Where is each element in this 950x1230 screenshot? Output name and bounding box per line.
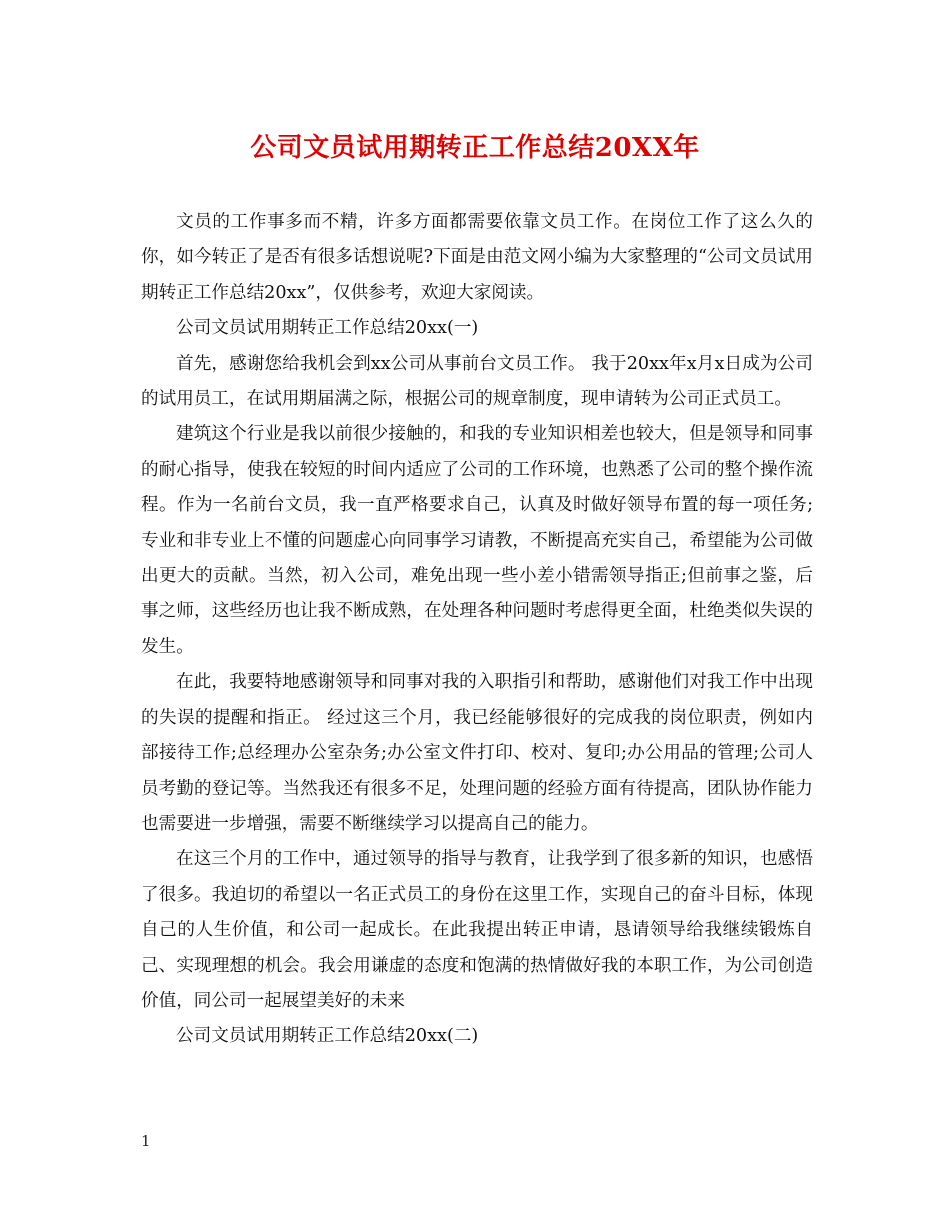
- body-paragraph: 首先，感谢您给我机会到xx公司从事前台文员工作。 我于20xx年x月x日成为公司的试用员工，在试用期届满之际，根据公司的规章制度，现申请转为公司正式员工。: [141, 353, 813, 410]
- body-paragraph: 在此，我要特地感谢领导和同事对我的入职指引和帮助，感谢他们对我工作中出现的失误的提醒和指正。 经过这三个月，我已经能够很好的完成我的岗位职责，例如内部接待工作;总经理办公室杂务;办公室文件打印、校对、复印;办公用品的管理;公司人员考勤的登记等。当然我还有很多不足，处理问题的经验方面有待提高，团队协作能力也需要进一步增强，需要不断继续学习以提高自己的能力。: [141, 672, 813, 834]
- body-paragraph: 在这三个月的工作中，通过领导的指导与教育，让我学到了很多新的知识，也感悟了很多。我迫切的希望以一名正式员工的身份在这里工作，实现自己的奋斗目标，体现自己的人生价值，和公司一起成长。在此我提出转正申请，恳请领导给我继续锻炼自己、实现理想的机会。我会用谦虚的态度和饱满的热情做好我的本职工作，为公司创造价值，同公司一起展望美好的未来: [141, 849, 813, 1011]
- document-title: 公司文员试用期转正工作总结20XX年: [250, 133, 700, 163]
- section-heading-2: 公司文员试用期转正工作总结20xx(二): [176, 1026, 479, 1047]
- document-body: [141, 205, 813, 1055]
- section-heading-1: 公司文员试用期转正工作总结20xx(一): [176, 318, 479, 339]
- body-paragraph: 建筑这个行业是我以前很少接触的，和我的专业知识相差也较大，但是领导和同事的耐心指导，使我在较短的时间内适应了公司的工作环境，也熟悉了公司的整个操作流程。作为一名前台文员，我一直严格要求自己，认真及时做好领导布置的每一项任务;专业和非专业上不懂的问题虚心向同事学习请教，不断提高充实自己，希望能为公司做出更大的贡献。当然，初入公司，难免出现一些小差小错需领导指正;但前事之鉴，后事之师，这些经历也让我不断成熟，在处理各种问题时考虑得更全面，杜绝类似失误的发生。: [141, 424, 813, 657]
- intro-paragraph: 文员的工作事多而不精，许多方面都需要依靠文员工作。在岗位工作了这么久的你，如今转正了是否有很多话想说呢?下面是由范文网小编为大家整理的“公司文员试用期转正工作总结20xx”，仅供参考，欢迎大家阅读。: [141, 212, 813, 303]
- page-number: 1: [141, 1132, 151, 1150]
